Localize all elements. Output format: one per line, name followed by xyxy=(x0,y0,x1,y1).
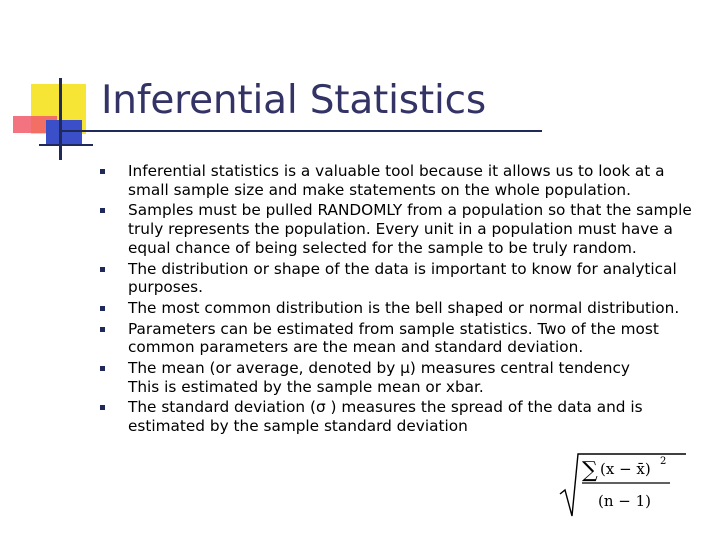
bullet-item xyxy=(100,162,700,199)
bullet-text: The mean (or average, denoted by µ) measures central tendency xyxy=(128,359,630,378)
bullet-list xyxy=(100,162,700,438)
std-deviation-formula xyxy=(558,450,688,520)
sigma-symbol: ∑ xyxy=(582,458,598,483)
slide-title: Inferential Statistics xyxy=(101,78,486,123)
square-bullet-icon xyxy=(100,405,105,410)
square-bullet-icon xyxy=(100,208,105,213)
bullet-text: The standard deviation (σ ) measures the spread of the data and is estimated by the sample standard deviation xyxy=(128,398,643,436)
bullet-text: Parameters can be estimated from sample statistics. Two of the most common parameters are the mean and standard deviation. xyxy=(128,319,659,357)
square-bullet-icon xyxy=(100,267,105,272)
bullet-text: Inferential statistics is a valuable tool because it allows us to look at a small sample size and make statements on the whole population. xyxy=(128,162,665,199)
formula-exponent: 2 xyxy=(660,456,667,467)
bullet-text: Samples must be pulled RANDOMLY from a population so that the sample truly represents the population. Every unit in a population must have a equal chance of being selected for the sample to be truly random. xyxy=(128,201,692,257)
bullet-text: The distribution or shape of the data is important to know for analytical purposes. xyxy=(128,259,677,297)
square-bullet-icon xyxy=(100,306,105,311)
square-bullet-icon xyxy=(100,327,105,332)
decor-blue-square xyxy=(46,120,82,144)
decor-vertical-line xyxy=(59,78,62,160)
bullet-item xyxy=(100,398,700,435)
bullet-item xyxy=(100,201,700,257)
formula-numerator: (x − x̄) xyxy=(600,460,651,478)
bullet-item xyxy=(100,299,700,318)
bullet-item xyxy=(100,320,700,357)
bullet-item xyxy=(100,260,700,297)
bullet-continuation-text: This is estimated by the sample mean or xbar. xyxy=(128,377,484,396)
square-bullet-icon xyxy=(100,366,105,371)
bullet-text: The most common distribution is the bell shaped or normal distribution. xyxy=(128,298,680,317)
decor-horizontal-line xyxy=(39,144,93,146)
bullet-item xyxy=(100,359,700,396)
square-bullet-icon xyxy=(100,169,105,174)
formula-denominator: (n − 1) xyxy=(598,492,652,510)
title-underline xyxy=(62,130,542,132)
